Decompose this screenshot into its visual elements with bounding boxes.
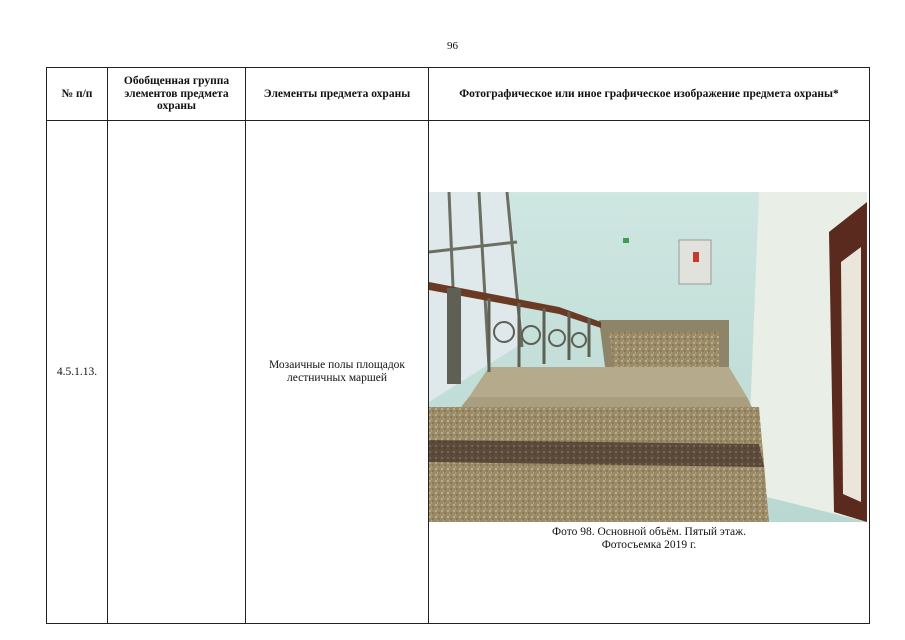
caption-line-2: Фотосъемка 2019 г. — [601, 539, 697, 551]
photo-caption — [429, 526, 869, 552]
header-elements: Элементы предмета охраны — [246, 68, 429, 121]
row-group — [108, 121, 246, 624]
row-num: 4.5.1.13. — [47, 121, 108, 624]
table-row — [47, 121, 870, 624]
protection-table — [46, 67, 870, 624]
row-elements: Мозаичные полы площадок лестничных маршей — [246, 121, 429, 624]
staircase-photo — [429, 192, 867, 522]
header-num: № п/п — [47, 68, 108, 121]
header-image: Фотографическое или иное графическое изображение предмета охраны* — [429, 68, 870, 121]
header-group: Обобщенная группа элементов предмета охраны — [108, 68, 246, 121]
row-image-cell — [429, 121, 870, 624]
caption-line-1: Фото 98. Основной объём. Пятый этаж. — [552, 526, 746, 538]
page-number: 96 — [447, 40, 458, 52]
table-header-row — [47, 68, 870, 121]
